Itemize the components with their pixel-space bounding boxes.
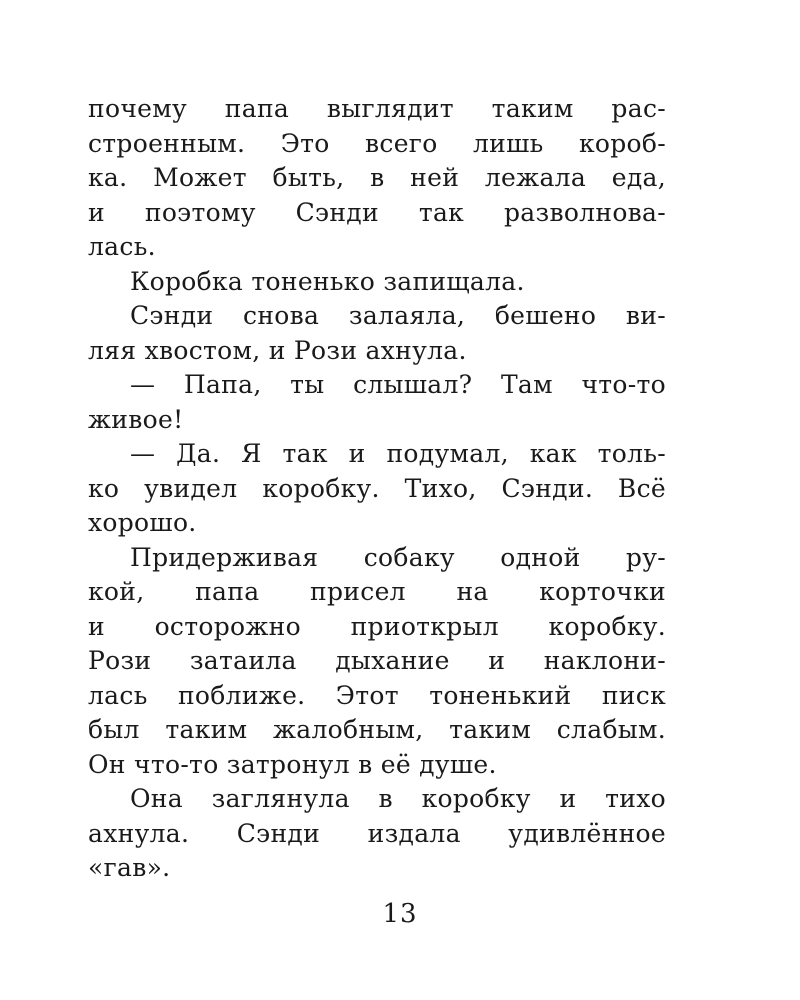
text-line: ахнула. Сэнди издала удивлённое (88, 818, 666, 848)
text-line: Рози затаила дыхание и наклони- (88, 646, 666, 675)
text-line: Он что-то затронул в её душе. (88, 749, 497, 779)
text-line: — Папа, ты слышал? Там что-то (130, 370, 666, 399)
text-line: и осторожно приоткрыл коробку. (88, 611, 666, 641)
text-line: и поэтому Сэнди так разволнова- (88, 197, 666, 227)
text-line: живое! (88, 404, 184, 434)
text-line: почему папа выглядит таким рас- (88, 94, 666, 123)
text-line: лась. (88, 232, 156, 261)
text-line: хорошо. (88, 508, 197, 537)
text-line: Сэнди снова залаяла, бешено ви- (130, 301, 666, 330)
text-line: строенным. Это всего лишь короб- (88, 128, 666, 158)
text-line: «гав». (88, 853, 171, 882)
text-line: Она заглянула в коробку и тихо (130, 784, 666, 813)
text-line: лась поближе. Этот тоненький писк (88, 680, 666, 710)
text-line: — Да. Я так и подумал, как толь- (130, 439, 666, 468)
book-page-text (88, 92, 666, 886)
text-line: ко увидел коробку. Тихо, Сэнди. Всё (88, 473, 666, 503)
text-line: кой, папа присел на корточки (88, 577, 666, 606)
text-line: ляя хвостом, и Рози ахнула. (88, 335, 467, 365)
text-line: Коробка тоненько запищала. (130, 266, 525, 296)
page-number: 13 (382, 899, 418, 929)
text-line: ка. Может быть, в ней лежала еда, (88, 163, 666, 192)
text-line: Придерживая собаку одной ру- (130, 542, 666, 572)
text-line: был таким жалобным, таким слабым. (88, 715, 666, 744)
